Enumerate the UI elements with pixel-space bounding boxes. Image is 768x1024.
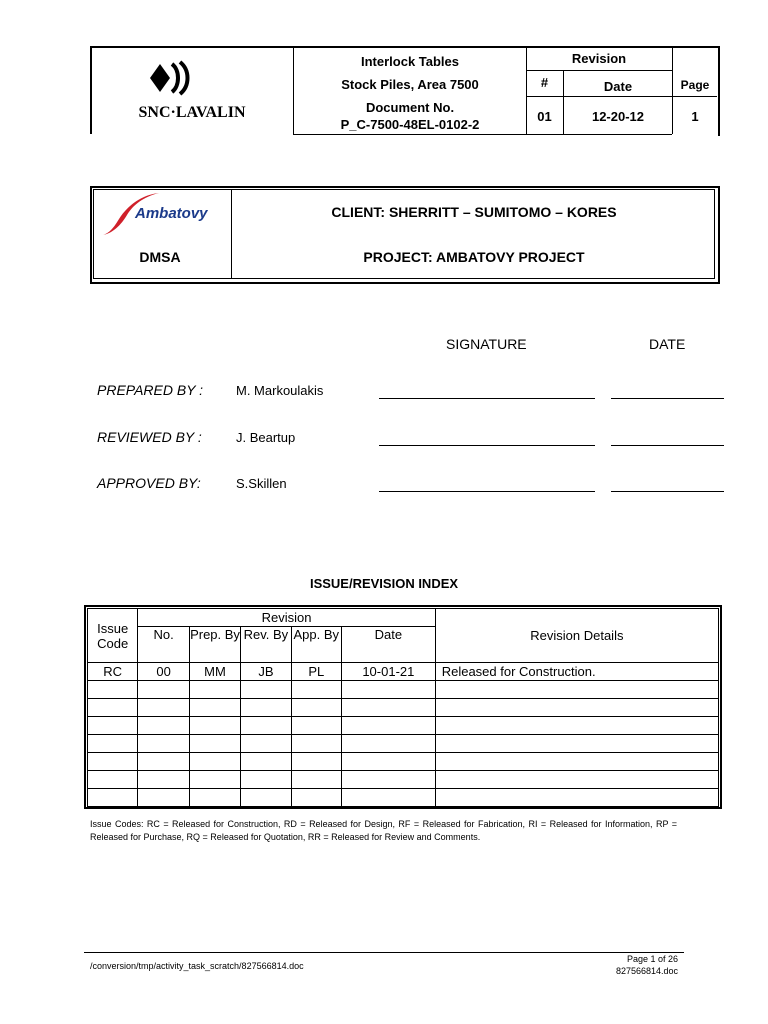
project-line: PROJECT: AMBATOVY PROJECT (363, 249, 585, 265)
page-cell (672, 48, 717, 134)
row-no: 00 (138, 663, 189, 681)
table-row-empty (88, 771, 719, 789)
prepared-by-name: M. Markoulakis (236, 383, 324, 398)
reviewed-by-label: REVIEWED BY : (97, 429, 202, 445)
doc-title-line1: Interlock Tables (360, 54, 459, 69)
table-row-empty (88, 735, 719, 753)
rev-by-header: Rev. By (241, 627, 291, 663)
doc-number: P_C-7500-48EL-0102-2 (340, 117, 480, 132)
org-name: DMSA (139, 249, 181, 265)
signature-header: SIGNATURE (446, 336, 527, 352)
table-row (88, 663, 719, 681)
company-name: SNC·LAVALIN (138, 104, 246, 121)
revision-header: Revision (526, 48, 672, 71)
row-date: 10-01-21 (341, 663, 435, 681)
revision-cells (526, 71, 672, 135)
prepared-signature-line (379, 398, 595, 399)
issue-codes-footnote: Issue Codes: RC = Released for Construction, RD = Released for Design, RF = Released for Fabrication, RI = Released for Information, RP = Released for Purchase, RQ = Released for Quotation, RR = Released for Review and Comments. (90, 819, 677, 842)
prepared-by-label: PREPARED BY : (97, 382, 204, 398)
company-logo-cell (92, 48, 292, 134)
prep-by-header: Prep. By (189, 627, 240, 663)
table-row-empty (88, 717, 719, 735)
doc-number-label: Document No. (365, 100, 455, 115)
date-header: DATE (649, 336, 686, 352)
row-app: PL (291, 663, 341, 681)
reviewed-by-name: J. Beartup (236, 430, 296, 445)
client-box-divider (231, 189, 232, 279)
footer-filename: 827566814.doc (615, 966, 678, 976)
revision-index-title: ISSUE/REVISION INDEX (309, 576, 459, 591)
revision-num-label: # (540, 75, 549, 90)
client-line: CLIENT: SHERRITT – SUMITOMO – KORES (331, 204, 617, 220)
page-row-divider (673, 96, 717, 97)
revision-row-divider (526, 96, 672, 97)
title-cell (293, 48, 527, 135)
doc-title-line2: Stock Piles, Area 7500 (341, 77, 479, 92)
date-col-header: Date (341, 627, 435, 663)
revision-details-header: Revision Details (435, 609, 718, 663)
reviewed-date-line (611, 445, 724, 446)
revision-date-label: Date (603, 79, 633, 94)
revision-table (87, 608, 719, 807)
approved-by-name: S.Skillen (236, 476, 287, 491)
table-row-empty (88, 753, 719, 771)
page-number: 1 (691, 109, 699, 124)
table-row-empty (88, 681, 719, 699)
prepared-date-line (611, 398, 724, 399)
footer-page-of: Page 1 of 26 (626, 954, 678, 964)
ambatovy-logo-cell (93, 189, 231, 277)
revision-group-header: Revision (138, 609, 435, 627)
no-header: No. (138, 627, 189, 663)
footer-path: /conversion/tmp/activity_task_scratch/827566814.doc (90, 961, 304, 971)
row-details: Released for Construction. (435, 663, 718, 681)
approved-signature-line (379, 491, 595, 492)
approved-by-label: APPROVED BY: (97, 475, 201, 491)
snc-lavalin-logo-icon (150, 60, 194, 96)
row-prep: MM (189, 663, 240, 681)
table-row-empty (88, 699, 719, 717)
table-row-empty (88, 789, 719, 807)
row-rev: JB (241, 663, 291, 681)
revision-number: 01 (537, 109, 552, 124)
app-by-header: App. By (291, 627, 341, 663)
approved-date-line (611, 491, 724, 492)
ambatovy-logo-text: Ambatovy (135, 205, 208, 222)
revision-date: 12-20-12 (591, 109, 645, 124)
page-label: Page (680, 78, 710, 92)
footer-rule (84, 952, 684, 953)
row-code: RC (88, 663, 138, 681)
reviewed-signature-line (379, 445, 595, 446)
issue-code-header: Issue Code (88, 609, 138, 663)
